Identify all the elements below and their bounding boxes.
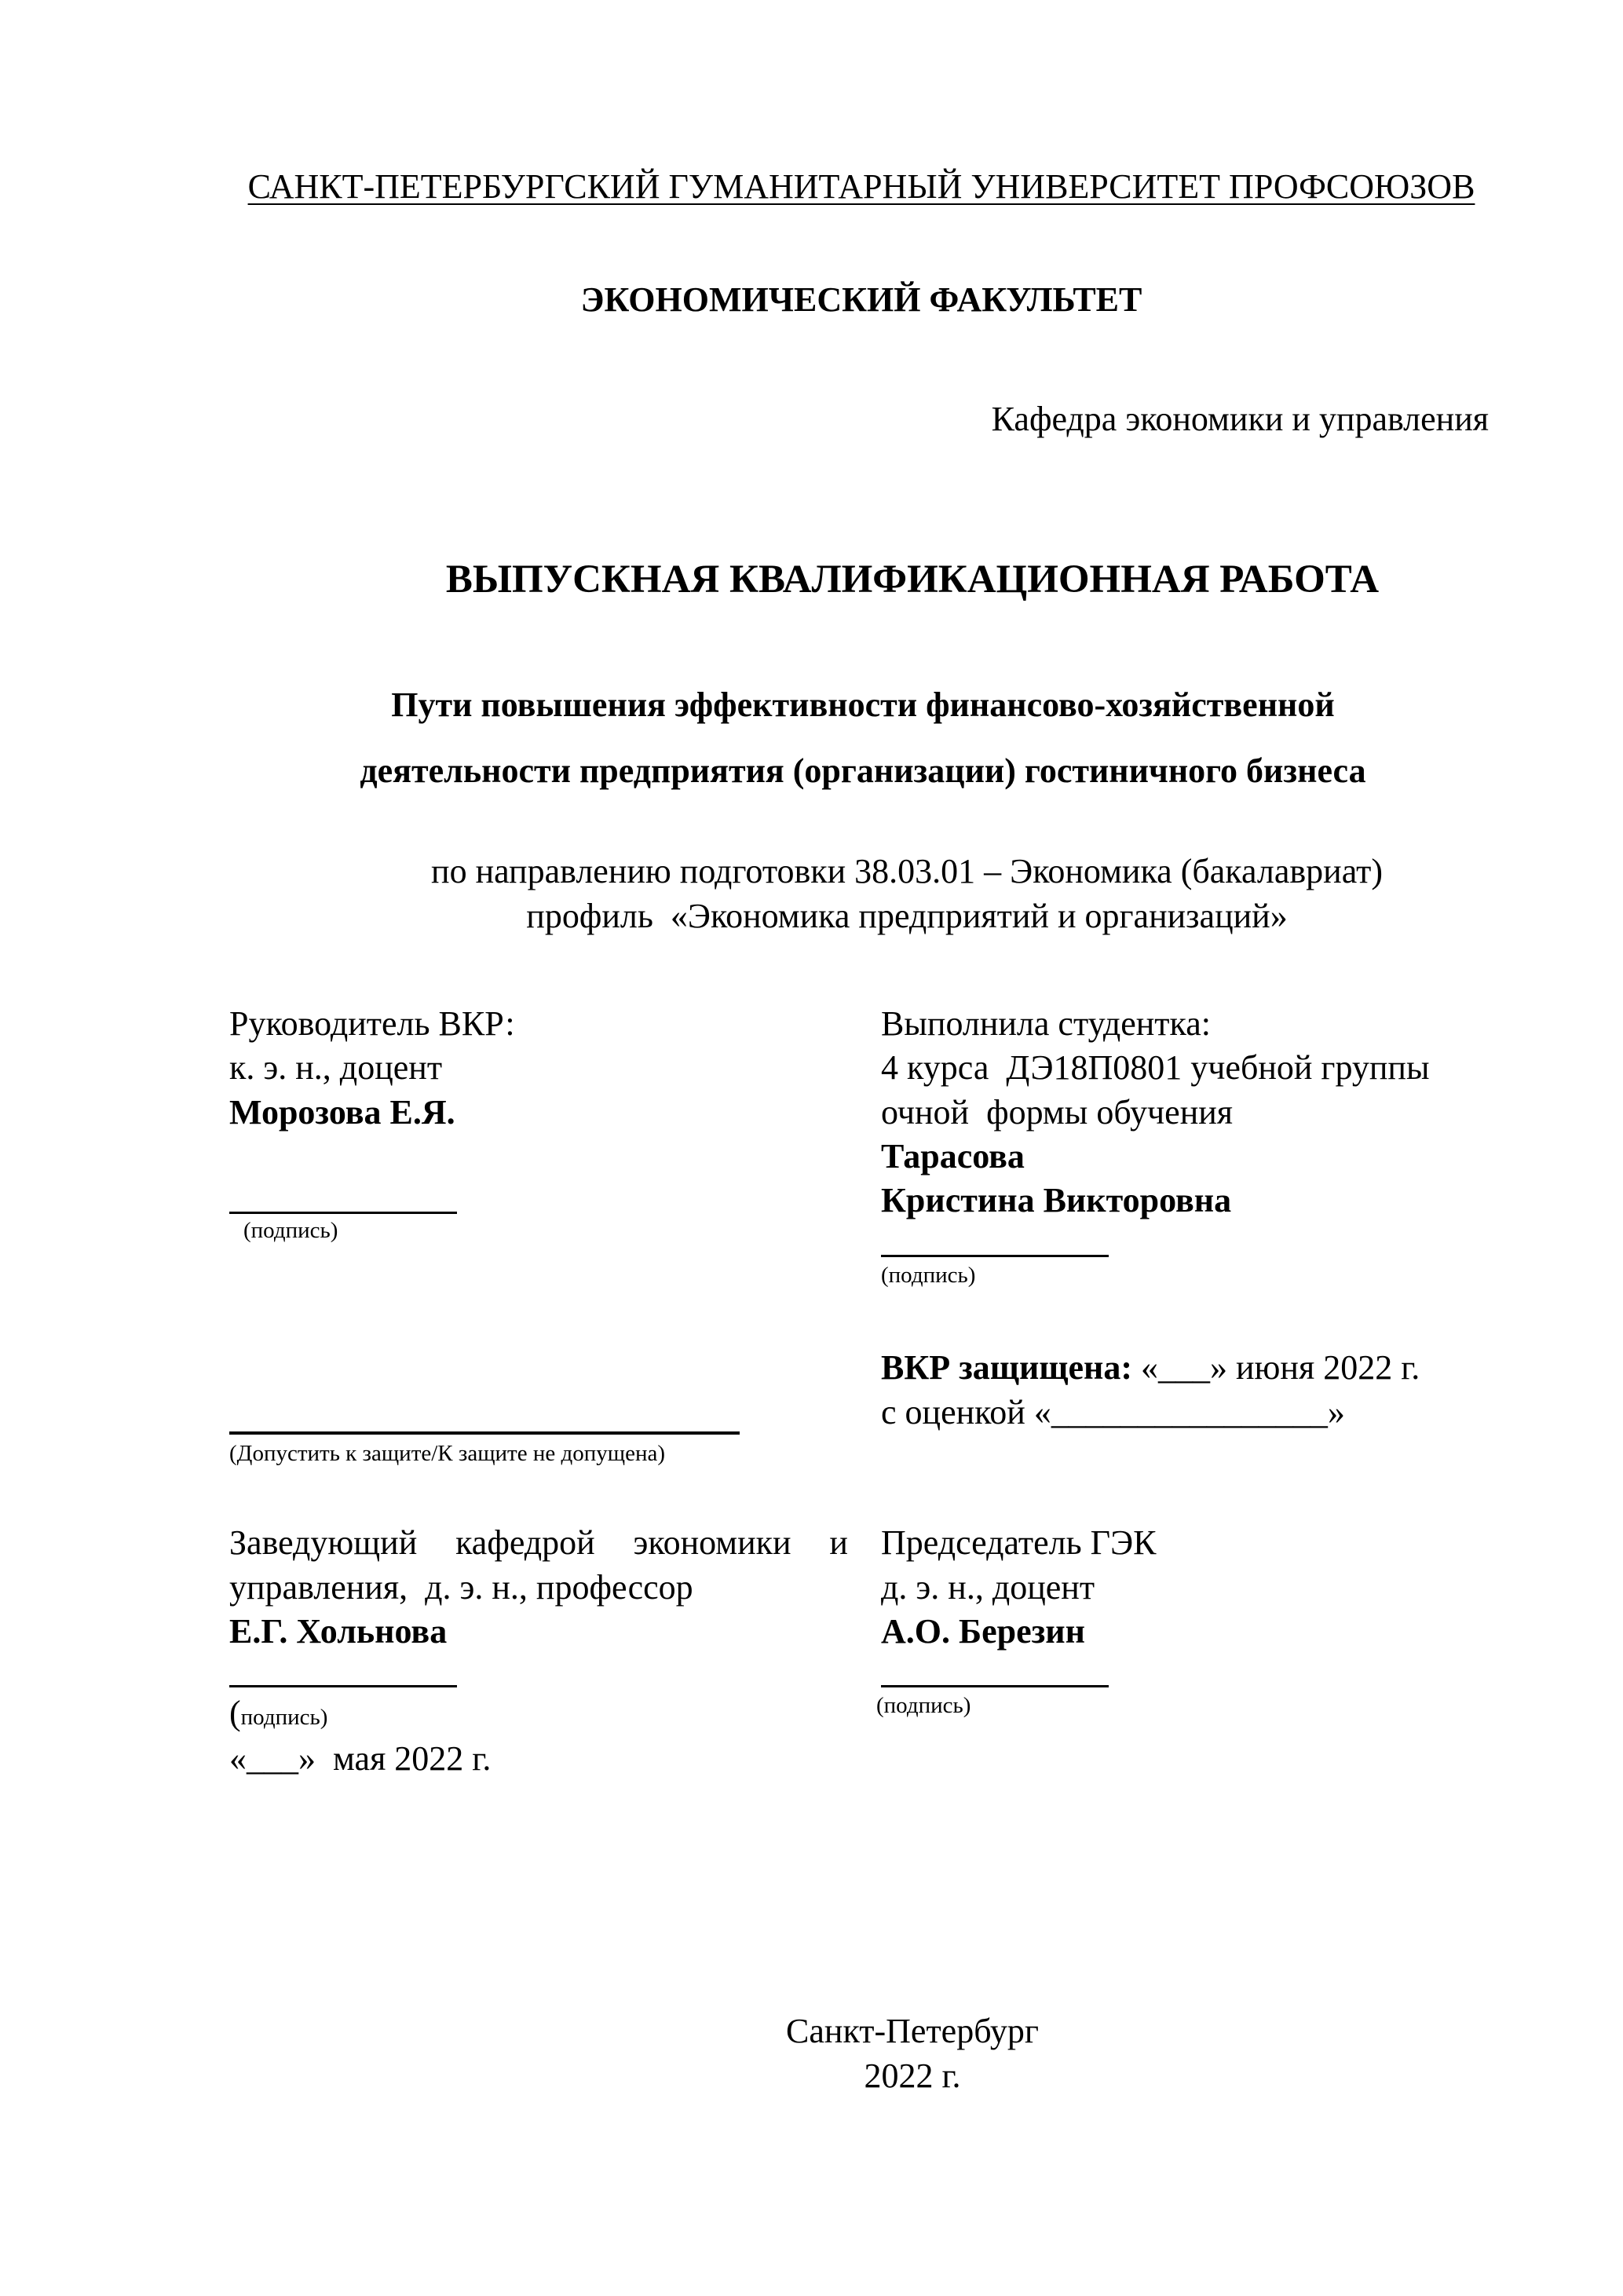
study-profile: профиль «Экономика предприятий и организаций» bbox=[526, 897, 1288, 935]
defense-status bbox=[881, 1348, 1420, 1387]
student-label: Выполнила студентка: bbox=[881, 1004, 1211, 1043]
work-type: ВЫПУСКНАЯ КВАЛИФИКАЦИОННАЯ РАБОТА bbox=[445, 558, 1380, 601]
footer-year: 2022 г. bbox=[864, 2057, 961, 2095]
footer-city: Санкт-Петербург bbox=[786, 2012, 1039, 2050]
chair-name: А.О. Березин bbox=[881, 1612, 1086, 1651]
student-course: 4 курса ДЭ18П0801 учебной группы bbox=[881, 1048, 1430, 1087]
supervisor-signature-line bbox=[229, 1212, 457, 1214]
student-signature-line bbox=[881, 1255, 1109, 1257]
faculty-name: ЭКОНОМИЧЕСКИЙ ФАКУЛЬТЕТ bbox=[580, 280, 1142, 319]
head-title-word: Заведующий bbox=[229, 1523, 418, 1562]
head-title-word: экономики bbox=[633, 1523, 791, 1562]
work-title-line-2: деятельности предприятия (организации) гостиничного бизнеса bbox=[360, 751, 1366, 790]
supervisor-signature-label: (подпись) bbox=[243, 1218, 338, 1243]
student-signature-label: (подпись) bbox=[881, 1263, 976, 1288]
chair-signature-label: (подпись) bbox=[876, 1693, 971, 1718]
head-name: Е.Г. Хольнова bbox=[229, 1612, 448, 1651]
head-signature-word: подпись) bbox=[240, 1705, 328, 1730]
supervisor-label: Руководитель ВКР: bbox=[229, 1004, 515, 1043]
head-signature-line bbox=[229, 1685, 457, 1687]
study-direction: по направлению подготовки 38.03.01 – Экономика (бакалавриат) bbox=[431, 852, 1383, 890]
defense-label: ВКР защищена: bbox=[881, 1348, 1132, 1387]
admission-label: (Допустить к защите/К защите не допущена) bbox=[229, 1441, 666, 1466]
head-title-word: кафедрой bbox=[455, 1523, 595, 1562]
supervisor-degree: к. э. н., доцент bbox=[229, 1048, 443, 1087]
head-signature-label bbox=[229, 1696, 327, 1731]
chair-label: Председатель ГЭК bbox=[881, 1523, 1157, 1562]
head-signature-paren: ( bbox=[229, 1694, 241, 1732]
student-study-form: очной формы обучения bbox=[881, 1093, 1234, 1132]
student-name: Кристина Викторовна bbox=[881, 1181, 1232, 1219]
head-title-line-2: управления, д. э. н., профессор bbox=[229, 1568, 693, 1607]
head-title-line-1 bbox=[229, 1523, 848, 1562]
defense-date: «___» июня 2022 г. bbox=[1132, 1348, 1420, 1387]
defense-grade: с оценкой «________________» bbox=[881, 1393, 1345, 1431]
chair-signature-line bbox=[881, 1685, 1109, 1687]
university-name: САНКТ-ПЕТЕРБУРГСКИЙ ГУМАНИТАРНЫЙ УНИВЕРСИТЕТ ПРОФСОЮЗОВ bbox=[247, 167, 1475, 206]
supervisor-name: Морозова Е.Я. bbox=[229, 1093, 455, 1132]
chair-degree: д. э. н., доцент bbox=[881, 1568, 1095, 1607]
student-surname: Тарасова bbox=[881, 1137, 1025, 1175]
head-date: «___» мая 2022 г. bbox=[229, 1739, 492, 1778]
admission-signature-line bbox=[229, 1431, 740, 1435]
head-title-word: и bbox=[829, 1523, 848, 1562]
work-title-line-1: Пути повышения эффективности финансово-хозяйственной bbox=[391, 686, 1335, 724]
department-name: Кафедра экономики и управления bbox=[991, 400, 1489, 438]
